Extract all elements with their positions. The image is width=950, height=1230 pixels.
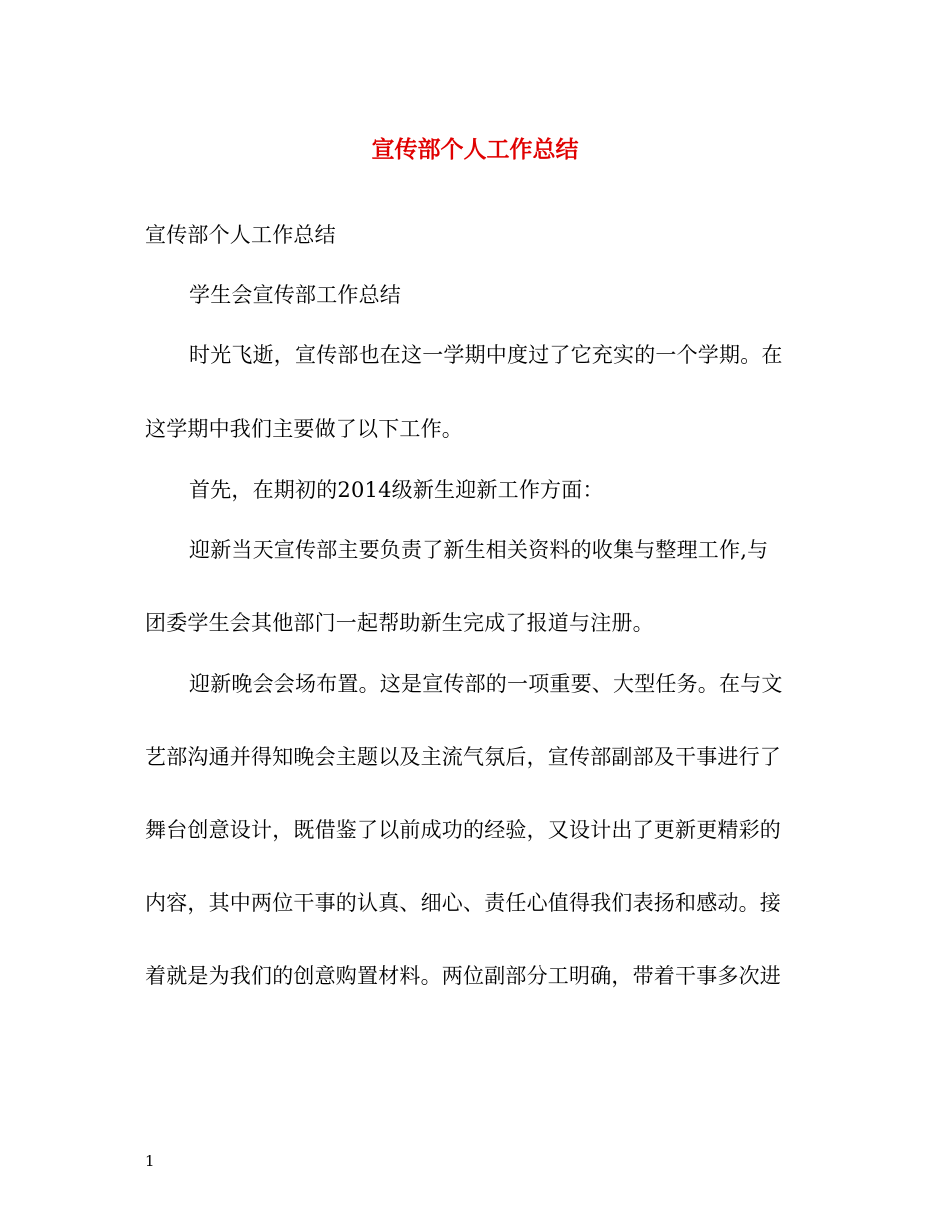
page-number: 1 — [145, 1152, 155, 1170]
text-line: 着就是为我们的创意购置材料。两位副部分工明确，带着干事多次进 — [145, 964, 781, 988]
text-line: 迎新当天宣传部主要负责了新生相关资料的收集与整理工作,与 — [189, 538, 769, 562]
text-line: 宣传部个人工作总结 — [145, 223, 336, 247]
text-line: 迎新晚会会场布置。这是宣传部的一项重要、大型任务。在与文 — [189, 672, 783, 696]
text-line: 这学期中我们主要做了以下工作。 — [145, 417, 463, 441]
text-line: 内容，其中两位干事的认真、细心、责任心值得我们表扬和感动。接 — [145, 891, 781, 915]
text-line: 艺部沟通并得知晚会主题以及主流气氛后，宣传部副部及干事进行了 — [145, 745, 781, 769]
text-line: 团委学生会其他部门一起帮助新生完成了报道与注册。 — [145, 611, 654, 635]
document-title: 宣传部个人工作总结 — [371, 136, 579, 163]
text-line: 首先，在期初的2014级新生迎新工作方面： — [189, 478, 604, 502]
text-line: 时光飞逝，宣传部也在这一学期中度过了它充实的一个学期。在 — [189, 343, 783, 367]
text-line: 学生会宣传部工作总结 — [189, 283, 401, 307]
text-line: 舞台创意设计，既借鉴了以前成功的经验，又设计出了更新更精彩的 — [145, 818, 781, 842]
